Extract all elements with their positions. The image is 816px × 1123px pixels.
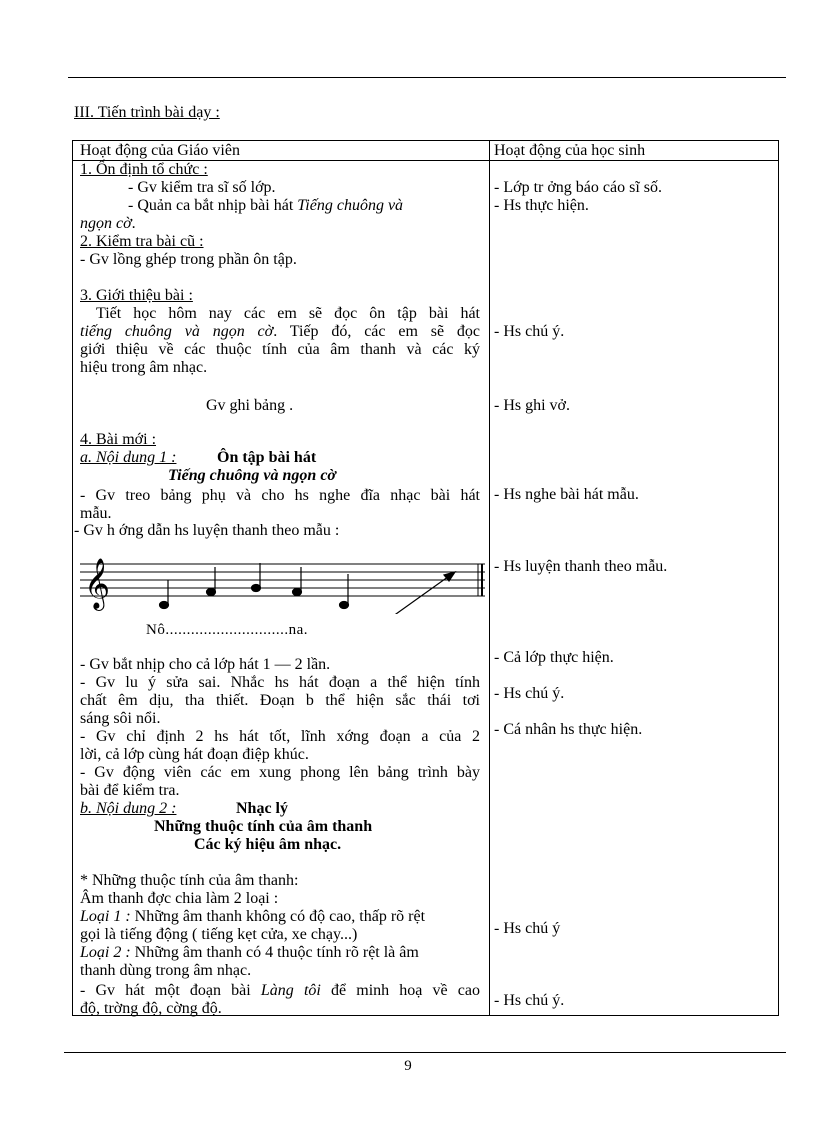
teacher-column-header: Hoạt động của Giáo viên xyxy=(80,142,240,159)
teacher-line: - Quản ca bắt nhịp bài hát Tiếng chuông và xyxy=(128,197,404,214)
student-line: - Hs nghe bài hát mẫu. xyxy=(494,486,639,503)
section-4-title: 4. Bài mới : xyxy=(80,431,157,448)
header-rule xyxy=(68,77,786,78)
teacher-line: thanh dùng trong âm nhạc. xyxy=(80,962,252,979)
teacher-line: - Gv kiểm tra sĩ số lớp. xyxy=(128,179,276,196)
music-staff xyxy=(80,554,485,614)
section-1-title: 1. Ổn định tổ chức : xyxy=(80,161,208,178)
content-2-label: b. Nội dung 2 : xyxy=(80,800,177,817)
student-line: - Hs chú ý. xyxy=(494,992,565,1009)
teacher-line: tiếng chuông và ngọn cờ. Tiếp đó, các em sẽ đọc xyxy=(80,323,480,340)
teacher-line: - Gv bắt nhịp cho cả lớp hát 1 — 2 lần. xyxy=(80,656,331,673)
teacher-line: chất êm dịu, tha thiết. Đoạn b thể hiện sắc thái tơi xyxy=(80,692,480,709)
teacher-line: - Gv động viên các em xung phong lên bảng trình bày xyxy=(80,764,480,781)
teacher-line: - Gv lồng ghép trong phần ôn tập. xyxy=(80,251,297,268)
teacher-line: * Những thuộc tính của âm thanh: xyxy=(80,872,299,889)
staff-lyrics: Nô.............................na. xyxy=(146,622,308,638)
content-2-title: Nhạc lý xyxy=(236,800,288,817)
content-1-title: Ôn tập bài hát xyxy=(217,449,317,466)
teacher-line: - Gv h ớng dẫn hs luyện thanh theo mẫu : xyxy=(74,522,340,539)
teacher-line: gọi là tiếng động ( tiếng kẹt cửa, xe chạy...) xyxy=(80,926,358,943)
student-line: - Cả lớp thực hiện. xyxy=(494,649,614,666)
content-2-subtitle: Những thuộc tính của âm thanh xyxy=(154,818,373,835)
teacher-line: mẫu. xyxy=(80,505,112,522)
content-1-label: a. Nội dung 1 : xyxy=(80,449,177,466)
section-2-title: 2. Kiểm tra bài cũ : xyxy=(80,233,204,250)
teacher-line: - Gv treo bảng phụ và cho hs nghe đĩa nhạc bài hát xyxy=(80,487,480,504)
song-title: Tiếng chuông và ngọn cờ xyxy=(168,467,337,484)
teacher-line: Loại 1 : Những âm thanh không có độ cao, thấp rõ rệt xyxy=(80,908,426,925)
section-3-title: 3. Giới thiệu bài : xyxy=(80,287,193,304)
student-line: - Hs thực hiện. xyxy=(494,197,589,214)
teacher-line: Loại 2 : Những âm thanh có 4 thuộc tính rõ rệt là âm xyxy=(80,944,419,961)
student-line: - Hs chú ý. xyxy=(494,685,565,702)
teacher-line: độ, trờng độ, cờng độ. xyxy=(80,1000,222,1017)
teacher-line: Tiết học hôm nay các em sẽ đọc ôn tập bài hát xyxy=(96,305,480,322)
teacher-line: ngọn cờ. xyxy=(80,215,136,232)
student-column-header: Hoạt động của học sinh xyxy=(494,142,646,159)
student-line: - Hs chú ý xyxy=(494,920,561,937)
student-line: - Hs ghi vở. xyxy=(494,397,571,414)
page-number: 9 xyxy=(404,1058,412,1074)
footer-rule xyxy=(64,1052,786,1053)
teacher-line: Âm thanh đợc chia làm 2 loại : xyxy=(80,890,279,907)
teacher-line: - Gv lu ý sửa sai. Nhắc hs hát đoạn a thể hiện tính xyxy=(80,674,480,691)
teacher-line: - Gv hát một đoạn bài Làng tôi để minh hoạ về cao xyxy=(80,982,481,999)
treble-clef-icon: 𝄞 xyxy=(84,558,111,609)
student-line: - Hs chú ý. xyxy=(494,323,565,340)
teacher-line: giới thiệu về các thuộc tính của âm thanh và các ký xyxy=(80,341,480,358)
content-2-subtitle: Các ký hiệu âm nhạc. xyxy=(194,836,342,853)
column-divider xyxy=(489,141,490,1015)
teacher-line: bài để kiểm tra. xyxy=(80,782,180,799)
teacher-line: Gv ghi bảng . xyxy=(206,397,294,414)
section-heading: III. Tiến trình bài dạy : xyxy=(74,104,220,121)
student-line: - Cá nhân hs thực hiện. xyxy=(494,721,643,738)
teacher-line: hiệu trong âm nhạc. xyxy=(80,359,208,376)
student-line: - Hs luyện thanh theo mẫu. xyxy=(494,558,668,575)
student-line: - Lớp tr ởng báo cáo sĩ số. xyxy=(494,179,662,196)
teacher-line: sáng sôi nổi. xyxy=(80,710,161,727)
teacher-line: lời, cả lớp cùng hát đoạn điệp khúc. xyxy=(80,746,309,763)
teacher-line: - Gv chỉ định 2 hs hát tốt, lĩnh xớng đoạn a của 2 xyxy=(80,728,480,745)
